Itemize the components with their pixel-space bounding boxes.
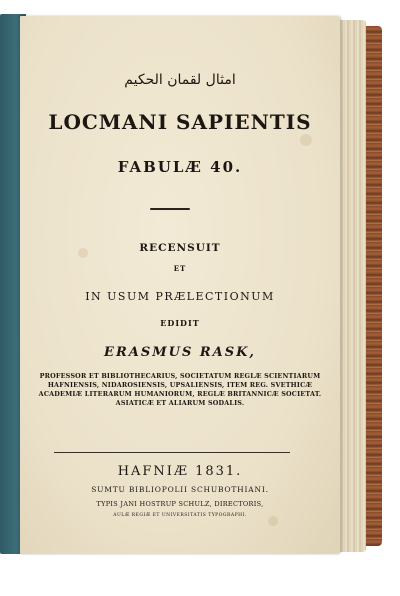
- imprint-publisher: SUMTU BIBLIOPOLII SCHUBOTHIANI.: [91, 485, 269, 494]
- imprint-printer: TYPIS JANI HOSTRUP SCHULZ, DIRECTORIS,: [96, 500, 264, 508]
- recensuit-line: RECENSUIT: [139, 242, 221, 254]
- book-subtitle: FABULÆ 40.: [117, 158, 243, 176]
- author-credentials-line: HAFNIENSIS, NIDAROSIENSIS, UPSALIENSIS, ITEM REG. SVETHICÆ: [47, 381, 313, 389]
- et-line: ET: [173, 264, 187, 273]
- ornamental-rule: [150, 208, 190, 210]
- author-credentials-line: PROFESSOR ET BIBLIOTHECARIUS, SOCIETATUM REGLÆ SCIENTIARUM: [39, 372, 321, 380]
- book-title: LOCMANI SAPIENTIS: [48, 110, 312, 134]
- author-credentials-line: ASIATICÆ ET ALIARUM SODALIS.: [115, 399, 245, 407]
- imprint-place-date: HAFNIÆ 1831.: [117, 464, 243, 479]
- author-name: ERASMUS RASK,: [104, 345, 256, 360]
- author-credentials-line: ACADEMIÆ LITERARUM HUMANIORUM, REGLÆ BRITANNICÆ SOCIETAT.: [38, 390, 322, 398]
- in-usum-line: IN USUM PRÆLECTIONUM: [85, 290, 275, 303]
- imprint-printer-title: AULÆ REGIÆ ET UNIVERSITATIS TYPOGRAPHI.: [113, 513, 247, 518]
- edidit-line: EDIDIT: [160, 318, 200, 328]
- arabic-title: امثال لقمان الحكيم: [124, 72, 236, 88]
- foxing-stain: [300, 134, 312, 146]
- imprint-divider: [54, 452, 290, 453]
